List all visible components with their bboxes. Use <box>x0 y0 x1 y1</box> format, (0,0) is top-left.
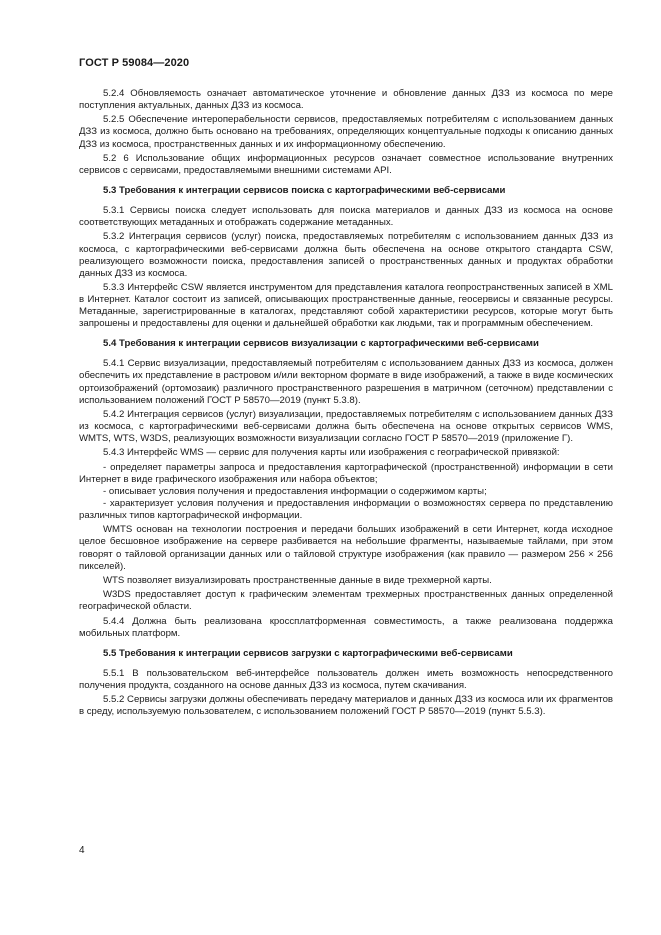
paragraph-5-3-1: 5.3.1 Сервисы поиска следует использовать для поиска материалов и данных ДЗЗ из космоса на основе соответствующих метаданных и отображать содержание метаданных. <box>79 205 613 229</box>
standard-designation: ГОСТ Р 59084—2020 <box>79 57 190 69</box>
list-item: - определяет параметры запроса и предоставления картографической (пространственной) информации в сети Интернет в виде графического изображения или набора объектов; <box>79 461 613 485</box>
paragraph-5-3-3: 5.3.3 Интерфейс CSW является инструментом для представления каталога геопространственных записей в XML в Интернет. Каталог состоит из записей, описывающих пространственные данные, геосервисы и связанные ресурсы. Метаданные, зарегистрированные в каталогах, представляют собой характеристики ресурсов, которые могут быть запрошены и предоставлены для оценки и дальнейшей обработки как людьми, так и программным обеспечением. <box>79 281 613 330</box>
paragraph-5-5-2: 5.5.2 Сервисы загрузки должны обеспечивать передачу материалов и данных ДЗЗ из космоса или их фрагментов в среду, используемую пользователем, с использованием положений ГОСТ Р 58570—2019 (пункт 5.5.3). <box>79 694 613 718</box>
paragraph-w3ds: W3DS предоставляет доступ к графическим элементам трехмерных пространственных данных определенной географической области. <box>79 589 613 613</box>
section-heading-5-4: 5.4 Требования к интеграции сервисов визуализации с картографическими веб-сервисами <box>103 338 539 350</box>
paragraph-5-4-2: 5.4.2 Интеграция сервисов (услуг) визуализации, предоставляемых потребителям с использованием данных ДЗЗ из космоса, с картографическими веб-сервисами должна быть обеспечена на основе открытых сервисов WMS, WMTS, WTS, W3DS, реализующих возможности визуализации согласно ГОСТ Р 58570—2019 (приложение Г). <box>79 408 613 445</box>
paragraph-5-2-5: 5.2.5 Обеспечение интероперабельности сервисов, предоставляемых потребителям с использованием данных ДЗЗ из космоса, должно быть основано на требованиях, определяющих концептуальные подходы к описанию данных ДЗЗ из космоса, пространственных данных и их информационному обеспечению. <box>79 114 613 150</box>
paragraph-5-5-1: 5.5.1 В пользовательском веб-интерфейсе пользователь должен иметь возможность непосредственного получения продукта, созданного на основе данных ДЗЗ из космоса, путем скачивания. <box>79 667 613 691</box>
list-item: - описывает условия получения и предоставления информации о содержимом карты; <box>103 485 487 497</box>
paragraph-5-4-1: 5.4.1 Сервис визуализации, предоставляемый потребителям с использованием данных ДЗЗ из космоса, должен обеспечить их представление в растровом и/или векторном формате в виде изображений, а также в виде космических ортоизображений (ортомозаик) различного пространственного разрешения в матричном (сеточном) представлении с использованием положений ГОСТ Р 58570—2019 (пункт 5.3.8). <box>79 358 613 406</box>
paragraph-wts: WTS позволяет визуализировать пространственные данные в виде трехмерной карты. <box>103 574 492 586</box>
section-heading-5-3: 5.3 Требования к интеграции сервисов поиска с картографическими веб-сервисами <box>103 185 506 197</box>
paragraph-5-4-3: 5.4.3 Интерфейс WMS — сервис для получения карты или изображения с географической привязкой: <box>103 447 560 459</box>
page-number: 4 <box>79 845 85 856</box>
paragraph-5-2-6: 5.2 6 Использование общих информационных ресурсов означает совместное использование внутренних сервисов с сервисами, предоставляемыми внешними системами API. <box>79 152 613 176</box>
paragraph-wmts: WMTS основан на технологии построения и передачи больших изображений в сети Интернет, когда исходное целое бесшовное изображение на сервере разбивается на небольшие фрагменты, называемые тайлами, при этом говорят о тайловой организации данных или о тайловой структуре изображения (как правило — размером 256 × 256 пикселей). <box>79 524 613 572</box>
paragraph-5-4-4: 5.4.4 Должна быть реализована кроссплатформенная совместимость, а также реализована поддержка мобильных платформ. <box>79 615 613 639</box>
document-body <box>79 88 613 720</box>
paragraph-5-3-2: 5.3.2 Интеграция сервисов (услуг) поиска, предоставляемых потребителям с использованием данных ДЗЗ из космоса, с картографическими веб-сервисами должна быть обеспечена на основе открытого стандарта CSW, реализующего возможности поиска, предоставления записей о пространственных данных и продуктах обработки данных ДЗЗ из космоса. <box>79 231 613 279</box>
paragraph-5-2-4: 5.2.4 Обновляемость означает автоматическое уточнение и обновление данных ДЗЗ из космоса по мере поступления актуальных, данных ДЗЗ из космоса. <box>79 88 613 112</box>
list-item: - характеризует условия получения и предоставления информации о возможностях сервера по представлению различных типов картографической информации. <box>79 497 613 522</box>
section-heading-5-5: 5.5 Требования к интеграции сервисов загрузки с картографическими веб-сервисами <box>103 647 513 659</box>
